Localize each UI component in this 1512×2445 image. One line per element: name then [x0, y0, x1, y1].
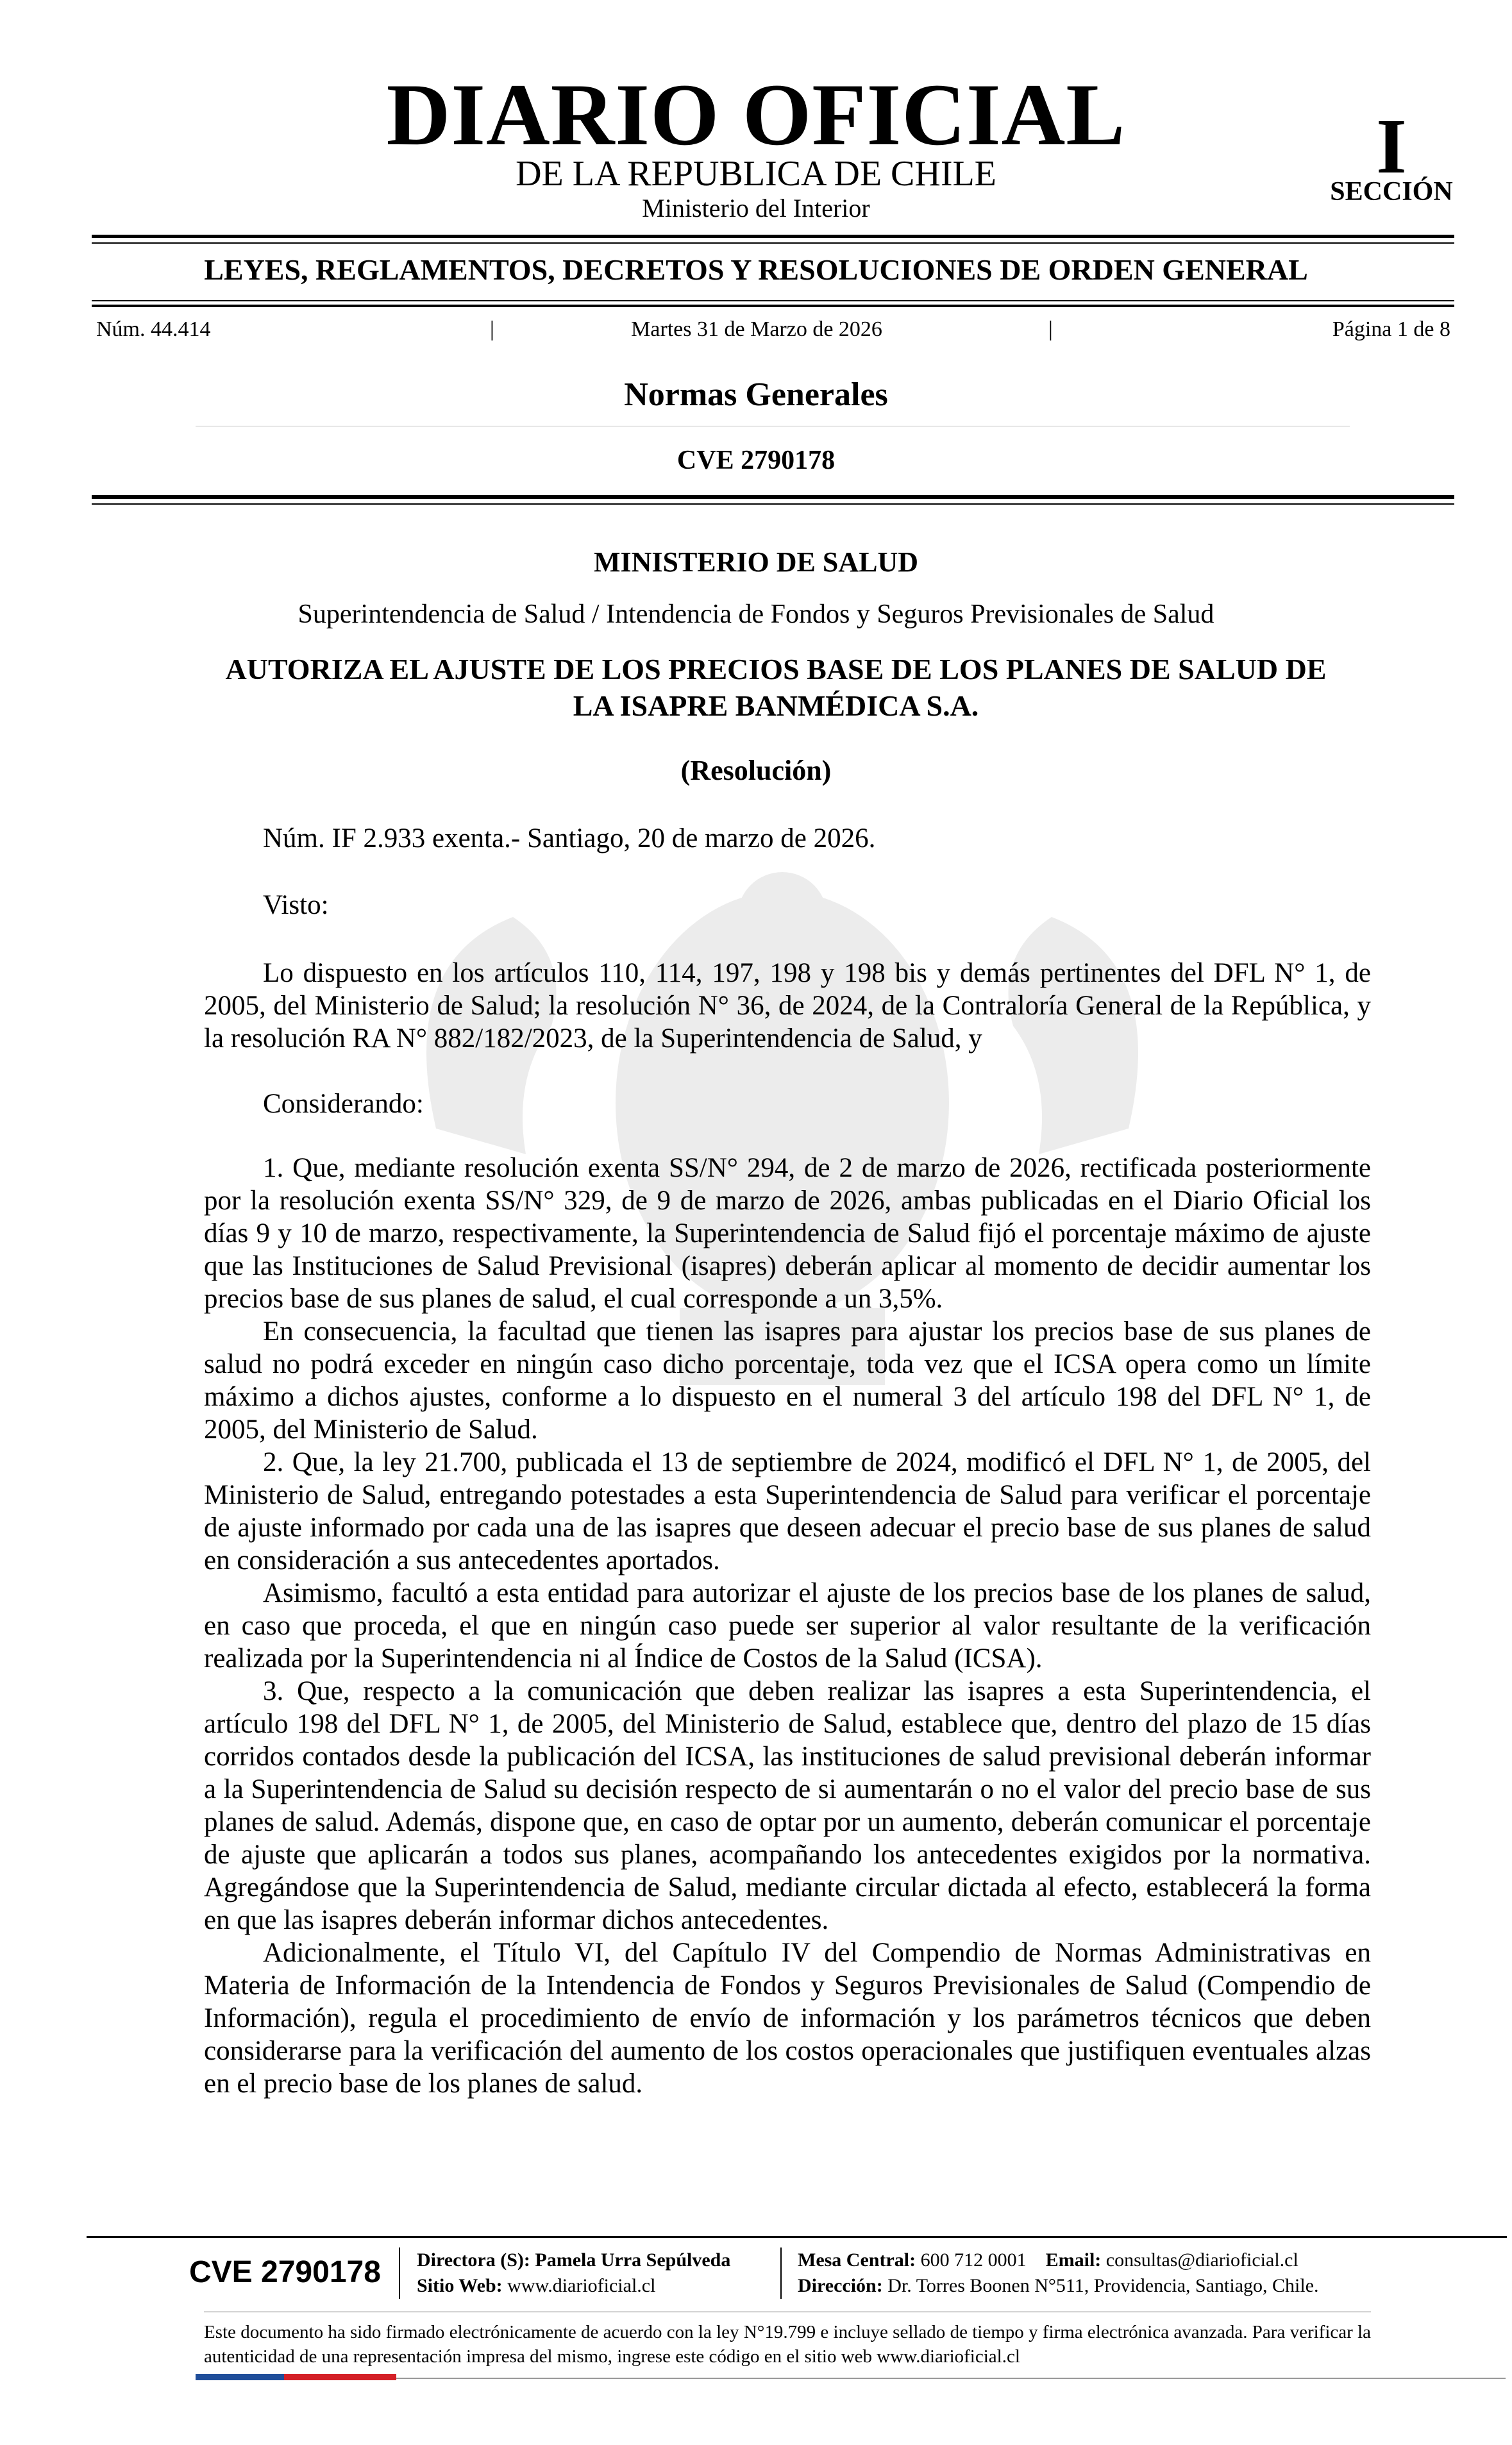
paragraph: En consecuencia, la facultad que tienen las isapres para ajustar los precios base de sus planes de salud no podrá exceder en ningún caso dicho porcentaje, toda vez que el ICSA opera como un límite máximo a dichos ajustes, conforme a lo dispuesto en el numeral 3 del artículo 198 del DFL N° 1, de 2005, del Ministerio de Salud.: [204, 1316, 1371, 1445]
flag-stripe-red: [284, 2374, 396, 2380]
document-type: (Resolución): [680, 755, 832, 786]
header-rule-thick: [92, 235, 1454, 238]
website-link[interactable]: www.diarioficial.cl: [507, 2275, 656, 2296]
section-number: I: [1376, 103, 1407, 190]
footer-contact-left: [417, 2248, 730, 2299]
sub-organization: Superintendencia de Salud / Intendencia de Fondos y Seguros Previsionales de Salud: [298, 600, 1214, 629]
footer-cve-code: CVE 2790178: [189, 2255, 381, 2289]
director-label: Directora (S):: [417, 2249, 530, 2271]
address-text: Dr. Torres Boonen N°511, Providencia, Santiago, Chile.: [887, 2275, 1319, 2296]
phone-label: Mesa Central:: [798, 2249, 916, 2271]
meta-separator: |: [1048, 317, 1053, 341]
address-label: Dirección:: [798, 2275, 883, 2296]
meta-separator: |: [490, 317, 494, 341]
email-link[interactable]: consultas@diarioficial.cl: [1105, 2249, 1298, 2271]
considerando-label: Considerando:: [263, 1089, 424, 1119]
document-title: AUTORIZA EL AJUSTE DE LOS PRECIOS BASE DE LOS PLANES DE SALUD DE LA ISAPRE BANMÉDICA S.A.: [225, 653, 1327, 722]
paragraph: Asimismo, facultó a esta entidad para autorizar el ajuste de los precios base de los planes de salud, en caso que proceda, el que en ningún caso puede ser superior al valor resultante de la verificación realizada por la Superintendencia ni al Índice de Costos de la Salud (ICSA).: [204, 1578, 1371, 1674]
visto-paragraph: [204, 957, 1371, 1055]
section-title: Normas Generales: [624, 376, 888, 413]
visto-text: Lo dispuesto en los artículos 110, 114, 197, 198 y 198 bis y demás pertinentes del DFL N° 1, de 2005, del Ministerio de Salud; la resolución N° 36, de 2024, de la Contraloría General de la República, y la resolución RA N° 882/182/2023, de la Superintendencia de Salud, y: [204, 958, 1371, 1054]
header-rule-thin: [92, 242, 1454, 244]
paragraph: Adicionalmente, el Título VI, del Capítulo IV del Compendio de Normas Administrativas en Materia de Información de la Intendencia de Fondos y Seguros Previsionales de Salud (Compendio de Información), regula el procedimiento de envío de información y los parámetros técnicos que deben considerarse para la verificación del aumento de los costos operacionales que justifiquen eventuales alzas en el precio base de los planes de salud.: [204, 1938, 1371, 2099]
phone-number: 600 712 0001: [920, 2249, 1027, 2271]
issue-number: Núm. 44.414: [96, 317, 211, 341]
footer-rule: [87, 2236, 1507, 2238]
director-name: Pamela Urra Sepúlveda: [535, 2249, 731, 2271]
resolution-number-line: Núm. IF 2.933 exenta.- Santiago, 20 de marzo de 2026.: [263, 823, 876, 853]
website-label: Sitio Web:: [417, 2275, 503, 2296]
considerando-body: [204, 1152, 1371, 2100]
content-rule-thick: [92, 495, 1454, 499]
footer-separator: [399, 2248, 400, 2299]
paragraph: 3. Que, respecto a la comunicación que deben realizar las isapres a esta Superintendencia, el artículo 198 del DFL N° 1, de 2005, del Ministerio de Salud, establece que, dentro del plazo de 15 días corridos contados desde la publicación del ICSA, las instituciones de salud previsional deberán informar a la Superintendencia de Salud su decisión respecto de si aumentarán o no el valor del precio base de sus planes de salud. Además, dispone que, en caso de optar por un aumento, deberán comunicar el porcentaje de ajuste que aplicarán a todos sus planes, acompañando los antecedentes exigidos por la normativa. Agregándose que la Superintendencia de Salud, mediante circular dictada al efecto, establecerá la forma en que las isapres deberán informar dichos antecedentes.: [204, 1676, 1371, 1935]
email-label: Email:: [1045, 2249, 1102, 2271]
category-heading: LEYES, REGLAMENTOS, DECRETOS Y RESOLUCIONES DE ORDEN GENERAL: [204, 253, 1308, 286]
cve-code: CVE 2790178: [676, 446, 836, 475]
ministry-label: Ministerio del Interior: [642, 194, 870, 223]
newspaper-subtitle: DE LA REPUBLICA DE CHILE: [516, 154, 996, 194]
content-rule-thin: [92, 503, 1454, 505]
visto-label: Visto:: [263, 890, 329, 920]
paragraph: 2. Que, la ley 21.700, publicada el 13 de septiembre de 2024, modificó el DFL N° 1, de 2005, del Ministerio de Salud, entregando potestades a esta Superintendencia de Salud para verificar el porcentaje de ajuste informado por cada una de las isapres que deseen adecuar el precio base de sus planes de salud en consideración a sus antecedentes aportados.: [204, 1447, 1371, 1575]
issue-date: Martes 31 de Marzo de 2026: [631, 317, 882, 341]
flag-stripe-blue: [196, 2374, 284, 2380]
category-rule-thin: [92, 300, 1454, 301]
footer-contact-right: [798, 2248, 1319, 2299]
footer-separator: [780, 2248, 782, 2299]
bottom-rule: [396, 2378, 1506, 2379]
paragraph: 1. Que, mediante resolución exenta SS/N° 294, de 2 de marzo de 2026, rectificada posteriormente por la resolución exenta SS/N° 329, de 9 de marzo de 2026, ambas publicadas en el Diario Oficial los días 9 y 10 de marzo, respectivamente, la Superintendencia de Salud fijó el porcentaje máximo de ajuste que las Instituciones de Salud Previsional (isapres) deberán aplicar al momento de decidir aumentar los precios base de sus planes de salud, el cual corresponde a un 3,5%.: [204, 1153, 1371, 1314]
category-rule-thick: [92, 305, 1454, 307]
section-label: SECCIÓN: [1330, 177, 1453, 206]
page-indicator: Página 1 de 8: [1332, 317, 1450, 341]
signature-note: Este documento ha sido firmado electrónicamente de acuerdo con la ley N°19.799 e incluye sellado de tiempo y firma electrónica avanzada. Para verificar la autenticidad de una representación impresa del mismo, ingrese este código en el sitio web www.diarioficial.cl: [204, 2322, 1371, 2367]
newspaper-title: DIARIO OFICIAL: [386, 65, 1126, 164]
organization-heading: MINISTERIO DE SALUD: [593, 546, 919, 578]
